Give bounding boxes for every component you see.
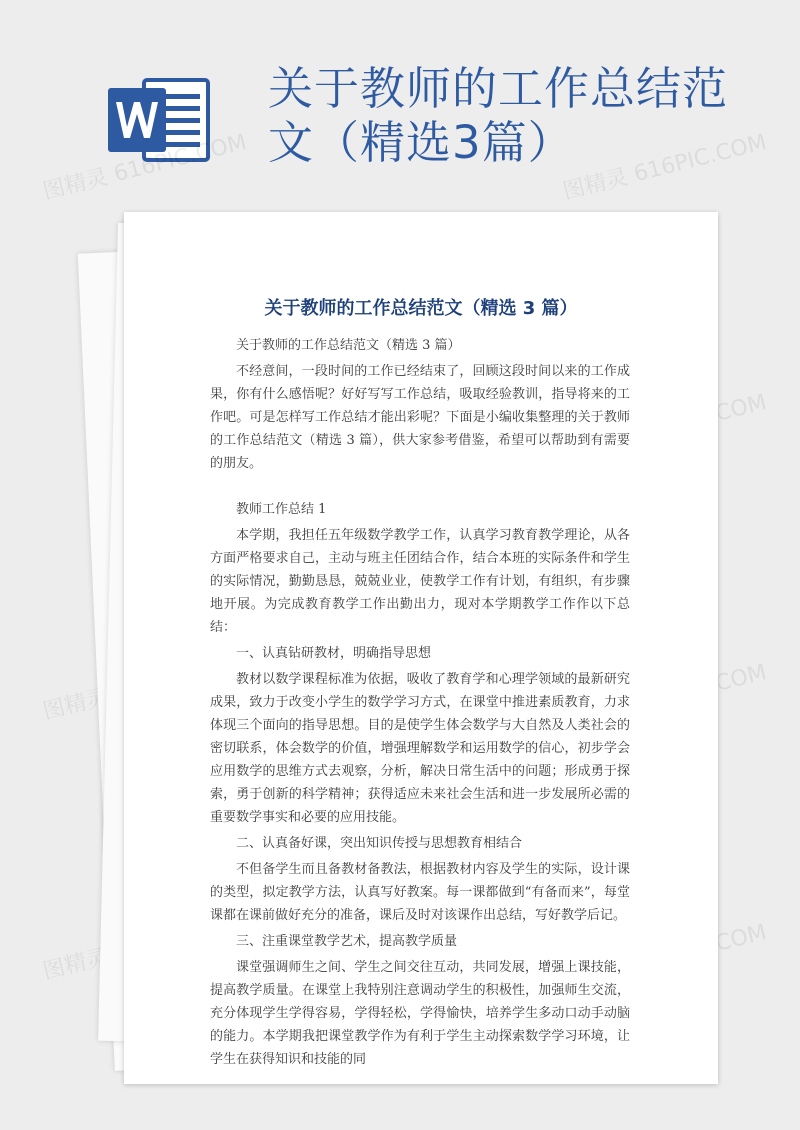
paragraph: 课堂强调师生之间、学生之间交往互动，共同发展，增强上课技能，提高教学质量。在课堂上我特别注意调动学生的积极性，加强师生交流，充分体现学生学得容易，学得轻松，学得愉快，培养学生多动口动手动脑的能力。本学期我把课堂教学作为有利于学生主动探索数学学习环境，让学生在获得知识和技能的同 — [210, 960, 630, 1067]
watermark: 图精灵 616PIC.COM — [40, 130, 250, 205]
watermark: 图精灵 616PIC.COM — [560, 130, 770, 205]
document-title: 关于教师的工作总结范文（精选 3 篇） — [264, 298, 578, 319]
subsection-heading: 一、认真钻研教材，明确指导思想 — [236, 646, 432, 661]
paragraph: 不经意间，一段时间的工作已经结束了，回顾这段时间以来的工作成果，你有什么感悟呢？好好写写工作总结，吸取经验教训，指导将来的工作吧。可是怎样写工作总结才能出彩呢？下面是小编收集整理的关于教师的工作总结范文（精选 3 篇），供大家参考借鉴，希望可以帮助到有需要的朋友。 — [210, 364, 630, 471]
paragraph: 关于教师的工作总结范文（精选 3 篇） — [236, 338, 461, 353]
watermark: 图精灵 — [40, 684, 111, 725]
document-page — [124, 212, 718, 1084]
watermark: 图精灵 — [40, 944, 111, 985]
paragraph-spacer — [210, 478, 630, 498]
paragraph: 不但备学生而且备教材备教法，根据教材内容及学生的实际，设计课的类型，拟定教学方法，认真写好教案。每一课都做到“有备而来”，每堂课都在课前做好充分的准备，课后及时对该课作出总结，写好教学后记。 — [210, 862, 630, 923]
paragraph: 教材以数学课程标准为依据，吸收了教育学和心理学领域的最新研究成果，致力于改变小学生的数学学习方式，在课堂中推进素质教育，力求体现三个面向的指导思想。目的是使学生体会数学与大自然及人类社会的密切联系，体会数学的价值，增强理解数学和运用数学的信心，初步学会应用数学的思维方式去观察，分析，解决日常生活中的问题；形成勇于探索，勇于创新的科学精神；获得适应未来社会生活和进一步发展所必需的重要数学事实和必要的应用技能。 — [210, 672, 630, 825]
paragraph: 本学期，我担任五年级数学教学工作，认真学习教育教学理论，从各方面严格要求自己，主动与班主任团结合作，结合本班的实际条件和学生的实际情况，勤勤恳恳，兢兢业业，使教学工作有计划，有组织，有步骤地开展。为完成教育教学工作出勤出力，现对本学期教学工作作以下总结： — [210, 528, 630, 635]
subsection-heading: 二、认真备好课，突出知识传授与思想教育相结合 — [236, 836, 523, 851]
document-body — [210, 334, 630, 1074]
header — [0, 0, 800, 200]
section-heading: 教师工作总结 1 — [236, 502, 327, 517]
header-title: 关于教师的工作总结范文（精选3篇） — [268, 62, 729, 169]
subsection-heading: 三、注重课堂教学艺术，提高教学质量 — [236, 934, 458, 949]
word-document-icon — [108, 74, 212, 166]
